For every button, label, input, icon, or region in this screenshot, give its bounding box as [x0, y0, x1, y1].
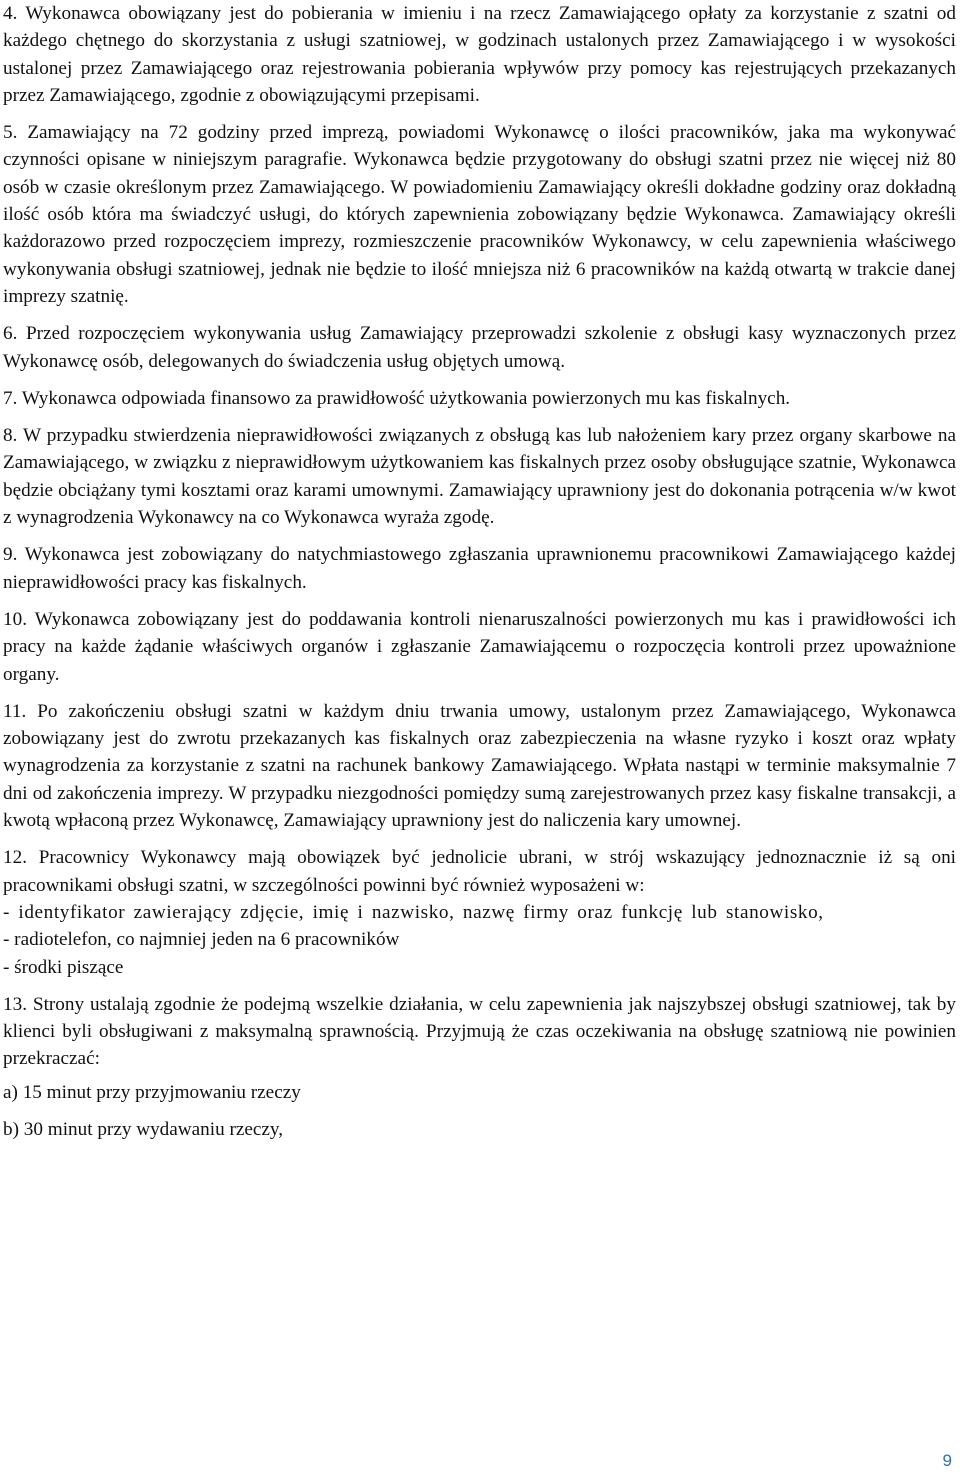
document-body — [3, 0, 956, 1143]
equipment-list-item: - środki piszące — [3, 956, 124, 978]
waiting-time-item: b) 30 minut przy wydawaniu rzeczy, — [3, 1118, 284, 1140]
equipment-list — [3, 899, 956, 981]
paragraph-11: 11. Po zakończeniu obsługi szatni w każdym dniu trwania umowy, ustalonym przez Zamawiającego, Wykonawca zobowiązany jest do zwrotu przekazanych kas fiskalnych oraz zabezpieczenia na własne ryzyko i koszt oraz wpłaty wynagrodzenia za korzystanie z szatni na rachunek bankowy Zamawiającego. Wpłata nastąpi w terminie maksymalnie 7 dni od zakończenia imprezy. W przypadku niezgodności pomiędzy sumą zarejestrowanych przez kasy fiskalne transakcji, a kwotą wpłaconą przez Wykonawcę, Zamawiający uprawniony jest do naliczenia kary umownej. — [3, 700, 956, 832]
paragraph-9: 9. Wykonawca jest zobowiązany do natychmiastowego zgłaszania uprawnionemu pracownikowi Zamawiającego każdej nieprawidłowości pracy kas fiskalnych. — [3, 544, 956, 593]
paragraph-10: 10. Wykonawca zobowiązany jest do poddawania kontroli nienaruszalności powierzonych mu kas i prawidłowości ich pracy na każde żądanie właściwych organów i zgłaszanie Zamawiającemu o rozpoczęcia kontroli przez upoważnione organy. — [3, 608, 956, 685]
equipment-list-item: - identyfikator zawierający zdjęcie, imię i nazwisko, nazwę firmy oraz funkcję lub stanowisko, — [3, 901, 824, 923]
waiting-time-item: a) 15 minut przy przyjmowaniu rzeczy — [3, 1081, 301, 1103]
paragraph-7: 7. Wykonawca odpowiada finansowo za prawidłowość użytkowania powierzonych mu kas fiskalnych. — [3, 387, 791, 409]
paragraph-13: 13. Strony ustalają zgodnie że podejmą wszelkie działania, w celu zapewnienia jak najszybszej obsługi szatniowej, tak by klienci byli obsługiwani z maksymalną sprawnością. Przyjmują że czas oczekiwania na obsługę szatniową nie powinien przekraczać: — [3, 993, 956, 1070]
paragraph-12: 12. Pracownicy Wykonawcy mają obowiązek być jednolicie ubrani, w strój wskazujący jednoznacznie iż są oni pracownikami obsługi szatni, w szczególności powinni być również wyposażeni w: — [3, 847, 956, 896]
paragraph-6: 6. Przed rozpoczęciem wykonywania usług Zamawiający przeprowadzi szkolenie z obsługi kasy wyznaczonych przez Wykonawcę osób, delegowanych do świadczenia usług objętych umową. — [3, 323, 956, 372]
page-number: 9 — [942, 1451, 952, 1470]
paragraph-5: 5. Zamawiający na 72 godziny przed imprezą, powiadomi Wykonawcę o ilości pracowników, jaka ma wykonywać czynności opisane w niniejszym paragrafie. Wykonawca będzie przygotowany do obsługi szatni przez nie więcej niż 80 osób w czasie określonym przez Zamawiającego. W powiadomieniu Zamawiający określi dokładne godziny oraz dokładną ilość osób która ma świadczyć usługi, do których zapewnienia zobowiązany będzie Wykonawca. Zamawiający określi każdorazowo przed rozpoczęciem imprezy, rozmieszczenie pracowników Wykonawcy, w celu zapewnienia właściwego wykonywania obsługi szatniowej, jednak nie będzie to ilość mniejsza niż 6 pracowników na każdą otwartą w trakcie danej imprezy szatnię. — [3, 122, 956, 307]
paragraph-4: 4. Wykonawca obowiązany jest do pobierania w imieniu i na rzecz Zamawiającego opłaty za korzystanie z szatni od każdego chętnego do skorzystania z usługi szatniowej, w godzinach ustalonych przez Zamawiającego i w wysokości ustalonej przez Zamawiającego oraz rejestrowania pobierania wpływów przy pomocy kas rejestrujących przekazanych przez Zamawiającego, zgodnie z obowiązującymi przepisami. — [3, 3, 956, 106]
paragraph-8: 8. W przypadku stwierdzenia nieprawidłowości związanych z obsługą kas lub nałożeniem kary przez organy skarbowe na Zamawiającego, w związku z nieprawidłowym użytkowaniem kas fiskalnych przez osoby obsługujące szatnie, Wykonawca będzie obciążany tymi kosztami oraz karami umownymi. Zamawiający uprawniony jest do dokonania potrącenia w/w kwot z wynagrodzenia Wykonawcy na co Wykonawca wyraża zgodę. — [3, 425, 956, 529]
equipment-list-item: - radiotelefon, co najmniej jeden na 6 pracowników — [3, 929, 400, 951]
